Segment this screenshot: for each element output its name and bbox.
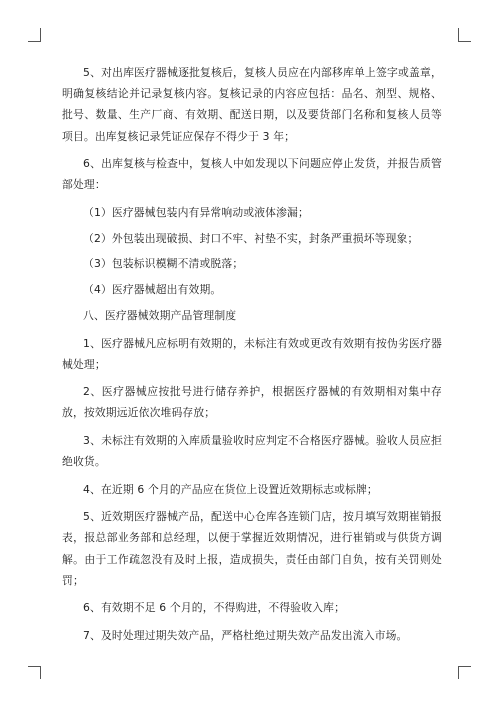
list-item-damaged-packaging: （2）外包装出现破损、封口不牢、衬垫不实，封条严重损坏等现象； <box>83 231 419 245</box>
paragraph-rule-6: 6、有效期不足 6 个月的，不得购进，不得验收入库； <box>83 601 346 615</box>
crop-mark-bottom-left-v <box>40 666 41 679</box>
list-item-unclear-label: （3）包装标识模糊不清或脱落； <box>83 257 244 271</box>
paragraph-rule-2: 2、医疗器械应按批号进行储存养护，根据医疗器械的有效期相对集中存放，按效期远近依次堆码存放； <box>62 385 442 420</box>
crop-mark-top-right-h <box>458 41 471 42</box>
crop-mark-bottom-right-v <box>458 666 459 679</box>
paragraph-rule-4: 4、在近期 6 个月的产品应在货位上设置近效期标志或标牌； <box>83 482 378 496</box>
crop-mark-top-left-v <box>40 28 41 41</box>
section-heading-expiry-management: 八、医疗器械效期产品管理制度 <box>83 309 237 322</box>
document-body <box>62 62 442 652</box>
paragraph-outbound-review: 5、对出库医疗器械逐批复核后，复核人员应在内部移库单上签字或盖章，明确复核结论并记录复核内容。复核记录的内容应包括：品名、剂型、规格、批号、数量、生产厂商、有效期、配送日期，以及要货部门名称和复核人员等项目。出库复核记录凭证应保存不得少于 3 年； <box>62 66 442 143</box>
crop-mark-top-right-v <box>458 28 459 41</box>
paragraph-stop-shipment: 6、出库复核与检查中，复核人中如发现以下问题应停止发货，并报告质管部处理： <box>62 157 442 192</box>
crop-mark-top-left-h <box>28 41 41 42</box>
list-item-expired: （4）医疗器械超出有效期。 <box>83 283 222 297</box>
paragraph-rule-3: 3、未标注有效期的入库质量验收时应判定不合格医疗器械。验收人员应拒绝收货。 <box>62 433 442 469</box>
paragraph-rule-1: 1、医疗器械凡应标明有效期的，未标注有效或更改有效期有按伪劣医疗器械处理； <box>62 336 442 371</box>
list-item-abnormal-sound: （1）医疗器械包装内有异常响动或液体渗漏； <box>83 205 309 219</box>
paragraph-rule-5: 5、近效期医疗器械产品，配送中心仓库各连锁门店，按月填写效期崔销报表，报总部业务部和总经理，以便于掌握近效期情况，进行崔销或与供货方调解。由于工作疏忽没有及时上报，造成损失，责任由部门自负，按有关罚则处罚； <box>62 510 442 587</box>
paragraph-rule-7: 7、及时处理过期失效产品，严格杜绝过期失效产品发出流入市场。 <box>83 628 408 642</box>
crop-mark-bottom-right-h <box>458 666 471 667</box>
crop-mark-bottom-left-h <box>28 666 41 667</box>
